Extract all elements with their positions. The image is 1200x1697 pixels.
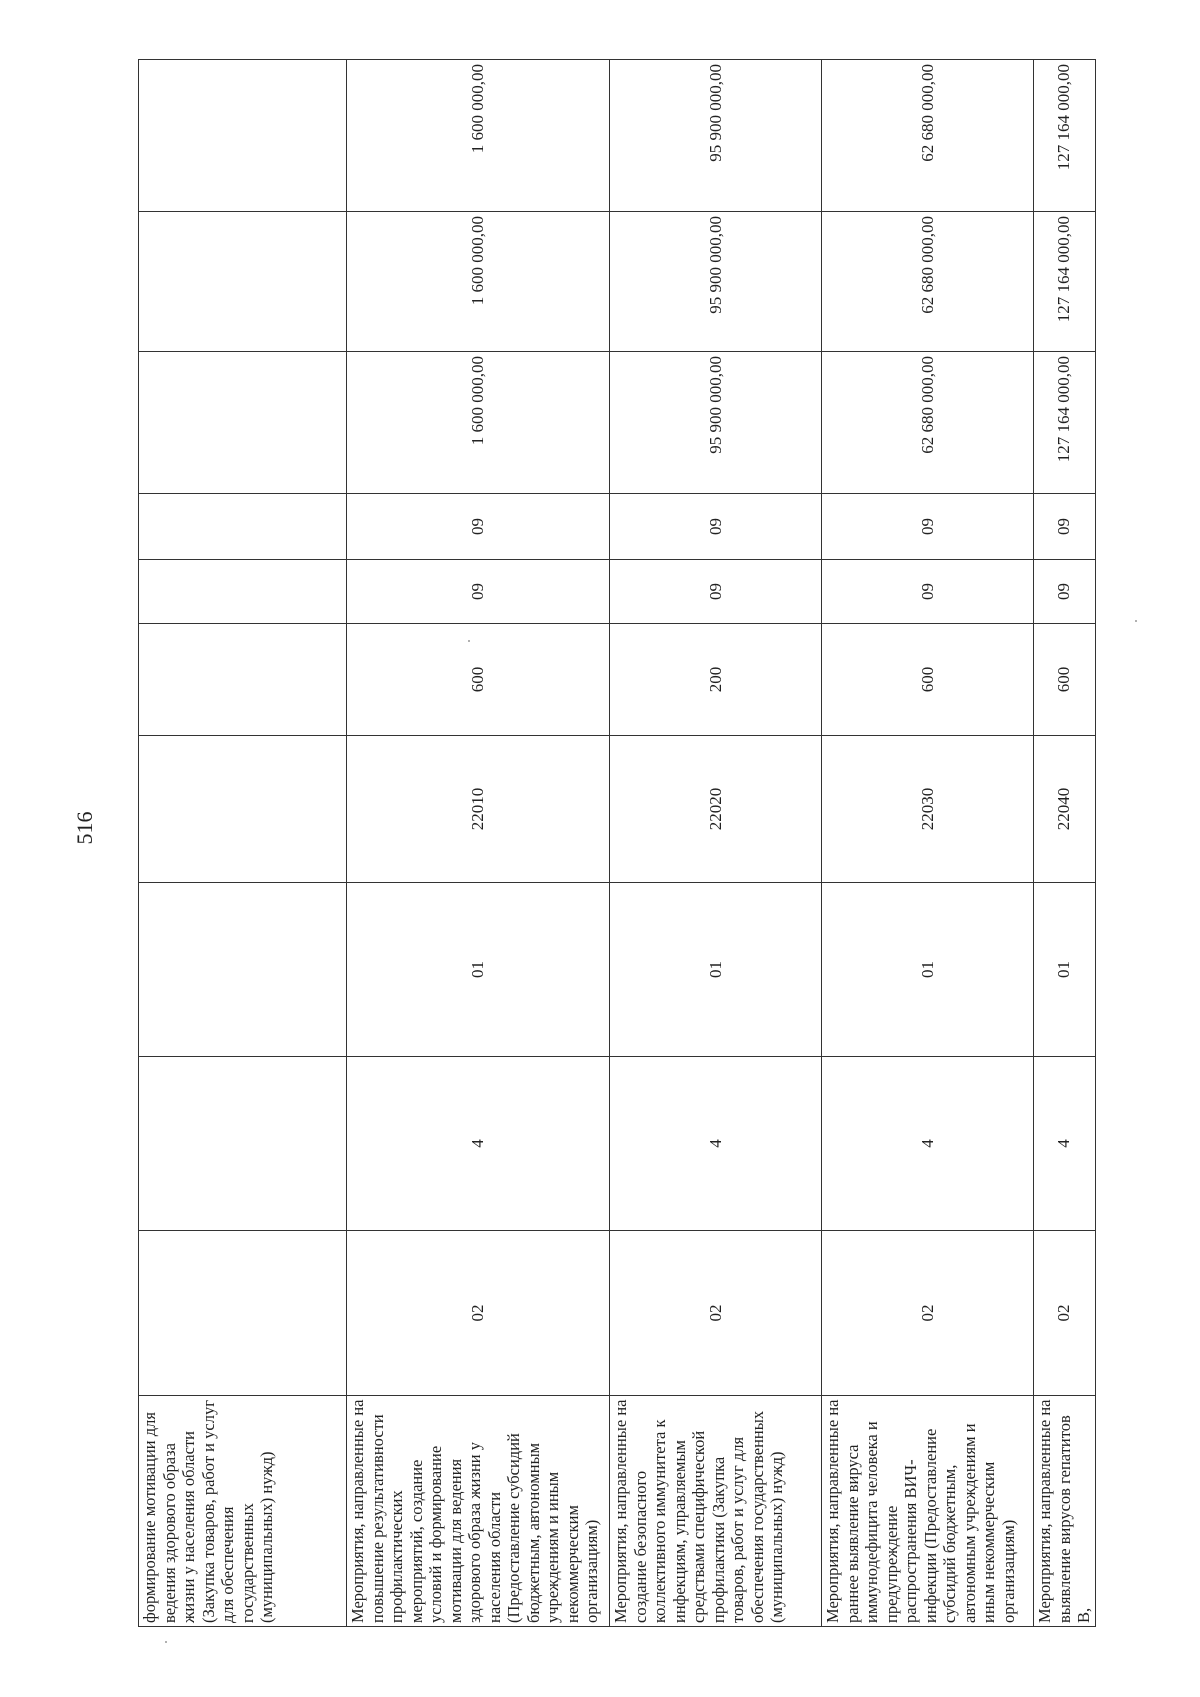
code-cell: 02 bbox=[610, 1231, 822, 1396]
code-cell: 22030 bbox=[822, 736, 1034, 883]
code-cell: 01 bbox=[610, 883, 822, 1057]
amount-cell: 127 164 000,00 bbox=[1034, 212, 1096, 352]
activity-name: Мероприятия, направленные на создание безопасного коллективного иммунитета к инфекциям, управляемым средствами специфической профилактики (Закупка товаров, работ и услуг для обеспечения государственных (муниципальных) нужд) bbox=[610, 1396, 822, 1627]
amount-cell: 62 680 000,00 bbox=[822, 212, 1034, 352]
scan-speck bbox=[1135, 620, 1137, 622]
code-cell bbox=[139, 560, 347, 624]
code-cell bbox=[139, 736, 347, 883]
page-number: 516 bbox=[72, 811, 97, 845]
table-row bbox=[347, 60, 610, 1627]
amount-cell: 1 600 000,00 bbox=[347, 352, 610, 494]
code-cell: 09 bbox=[610, 560, 822, 624]
code-cell: 09 bbox=[822, 494, 1034, 560]
code-cell bbox=[139, 624, 347, 736]
amount-cell: 95 900 000,00 bbox=[610, 212, 822, 352]
budget-table bbox=[138, 59, 1096, 1627]
code-cell bbox=[139, 1057, 347, 1231]
code-cell: 09 bbox=[1034, 494, 1096, 560]
code-cell: 02 bbox=[822, 1231, 1034, 1396]
code-cell: 02 bbox=[347, 1231, 610, 1396]
code-cell: 01 bbox=[1034, 883, 1096, 1057]
code-cell: 09 bbox=[347, 494, 610, 560]
amount-cell: 1 600 000,00 bbox=[347, 212, 610, 352]
code-cell: 600 bbox=[347, 624, 610, 736]
code-cell: 22040 bbox=[1034, 736, 1096, 883]
code-cell: 4 bbox=[822, 1057, 1034, 1231]
table-row bbox=[822, 60, 1034, 1627]
code-cell: 600 bbox=[1034, 624, 1096, 736]
code-cell: 02 bbox=[1034, 1231, 1096, 1396]
amount-cell: 1 600 000,00 bbox=[347, 60, 610, 212]
amount-cell: 95 900 000,00 bbox=[610, 352, 822, 494]
code-cell: 09 bbox=[1034, 560, 1096, 624]
code-cell: 4 bbox=[1034, 1057, 1096, 1231]
code-cell bbox=[139, 883, 347, 1057]
activity-name: Мероприятия, направленные на повышение результативности профилактических мероприятий, создание условий и формирование мотивации для ведения здорового образа жизни у населения области (Предоставление субсидий бюджетным, автономным учреждениям и иным некоммерческим организациям) bbox=[347, 1396, 610, 1627]
amount-cell: 95 900 000,00 bbox=[610, 60, 822, 212]
code-cell: 22020 bbox=[610, 736, 822, 883]
code-cell bbox=[139, 494, 347, 560]
code-cell: 09 bbox=[347, 560, 610, 624]
table-row bbox=[610, 60, 822, 1627]
scan-speck bbox=[468, 640, 470, 642]
activity-name: Мероприятия, направленные на выявление вирусов гепатитов В, bbox=[1034, 1396, 1096, 1627]
rotated-budget-table bbox=[138, 60, 1093, 1627]
code-cell bbox=[139, 1231, 347, 1396]
table-row bbox=[1034, 60, 1096, 1627]
amount-cell: 62 680 000,00 bbox=[822, 352, 1034, 494]
code-cell: 4 bbox=[347, 1057, 610, 1231]
code-cell: 09 bbox=[822, 560, 1034, 624]
scan-speck bbox=[165, 1641, 167, 1643]
amount-cell bbox=[139, 212, 347, 352]
amount-cell bbox=[139, 352, 347, 494]
code-cell: 200 bbox=[610, 624, 822, 736]
amount-cell: 62 680 000,00 bbox=[822, 60, 1034, 212]
table-row bbox=[139, 60, 347, 1627]
amount-cell: 127 164 000,00 bbox=[1034, 352, 1096, 494]
activity-name: формирование мотивации для ведения здорового образа жизни у населения области (Закупка товаров, работ и услуг для обеспечения государственных (муниципальных) нужд) bbox=[139, 1396, 347, 1627]
amount-cell: 127 164 000,00 bbox=[1034, 60, 1096, 212]
code-cell: 4 bbox=[610, 1057, 822, 1231]
code-cell: 09 bbox=[610, 494, 822, 560]
activity-name: Мероприятия, направленные на раннее выявление вируса иммунодефицита человека и предупреждение распространения ВИЧ-инфекции (Предоставление субсидий бюджетным, автономным учреждениям и иным некоммерческим организациям) bbox=[822, 1396, 1034, 1627]
code-cell: 01 bbox=[347, 883, 610, 1057]
code-cell: 01 bbox=[822, 883, 1034, 1057]
code-cell: 600 bbox=[822, 624, 1034, 736]
code-cell: 22010 bbox=[347, 736, 610, 883]
amount-cell bbox=[139, 60, 347, 212]
